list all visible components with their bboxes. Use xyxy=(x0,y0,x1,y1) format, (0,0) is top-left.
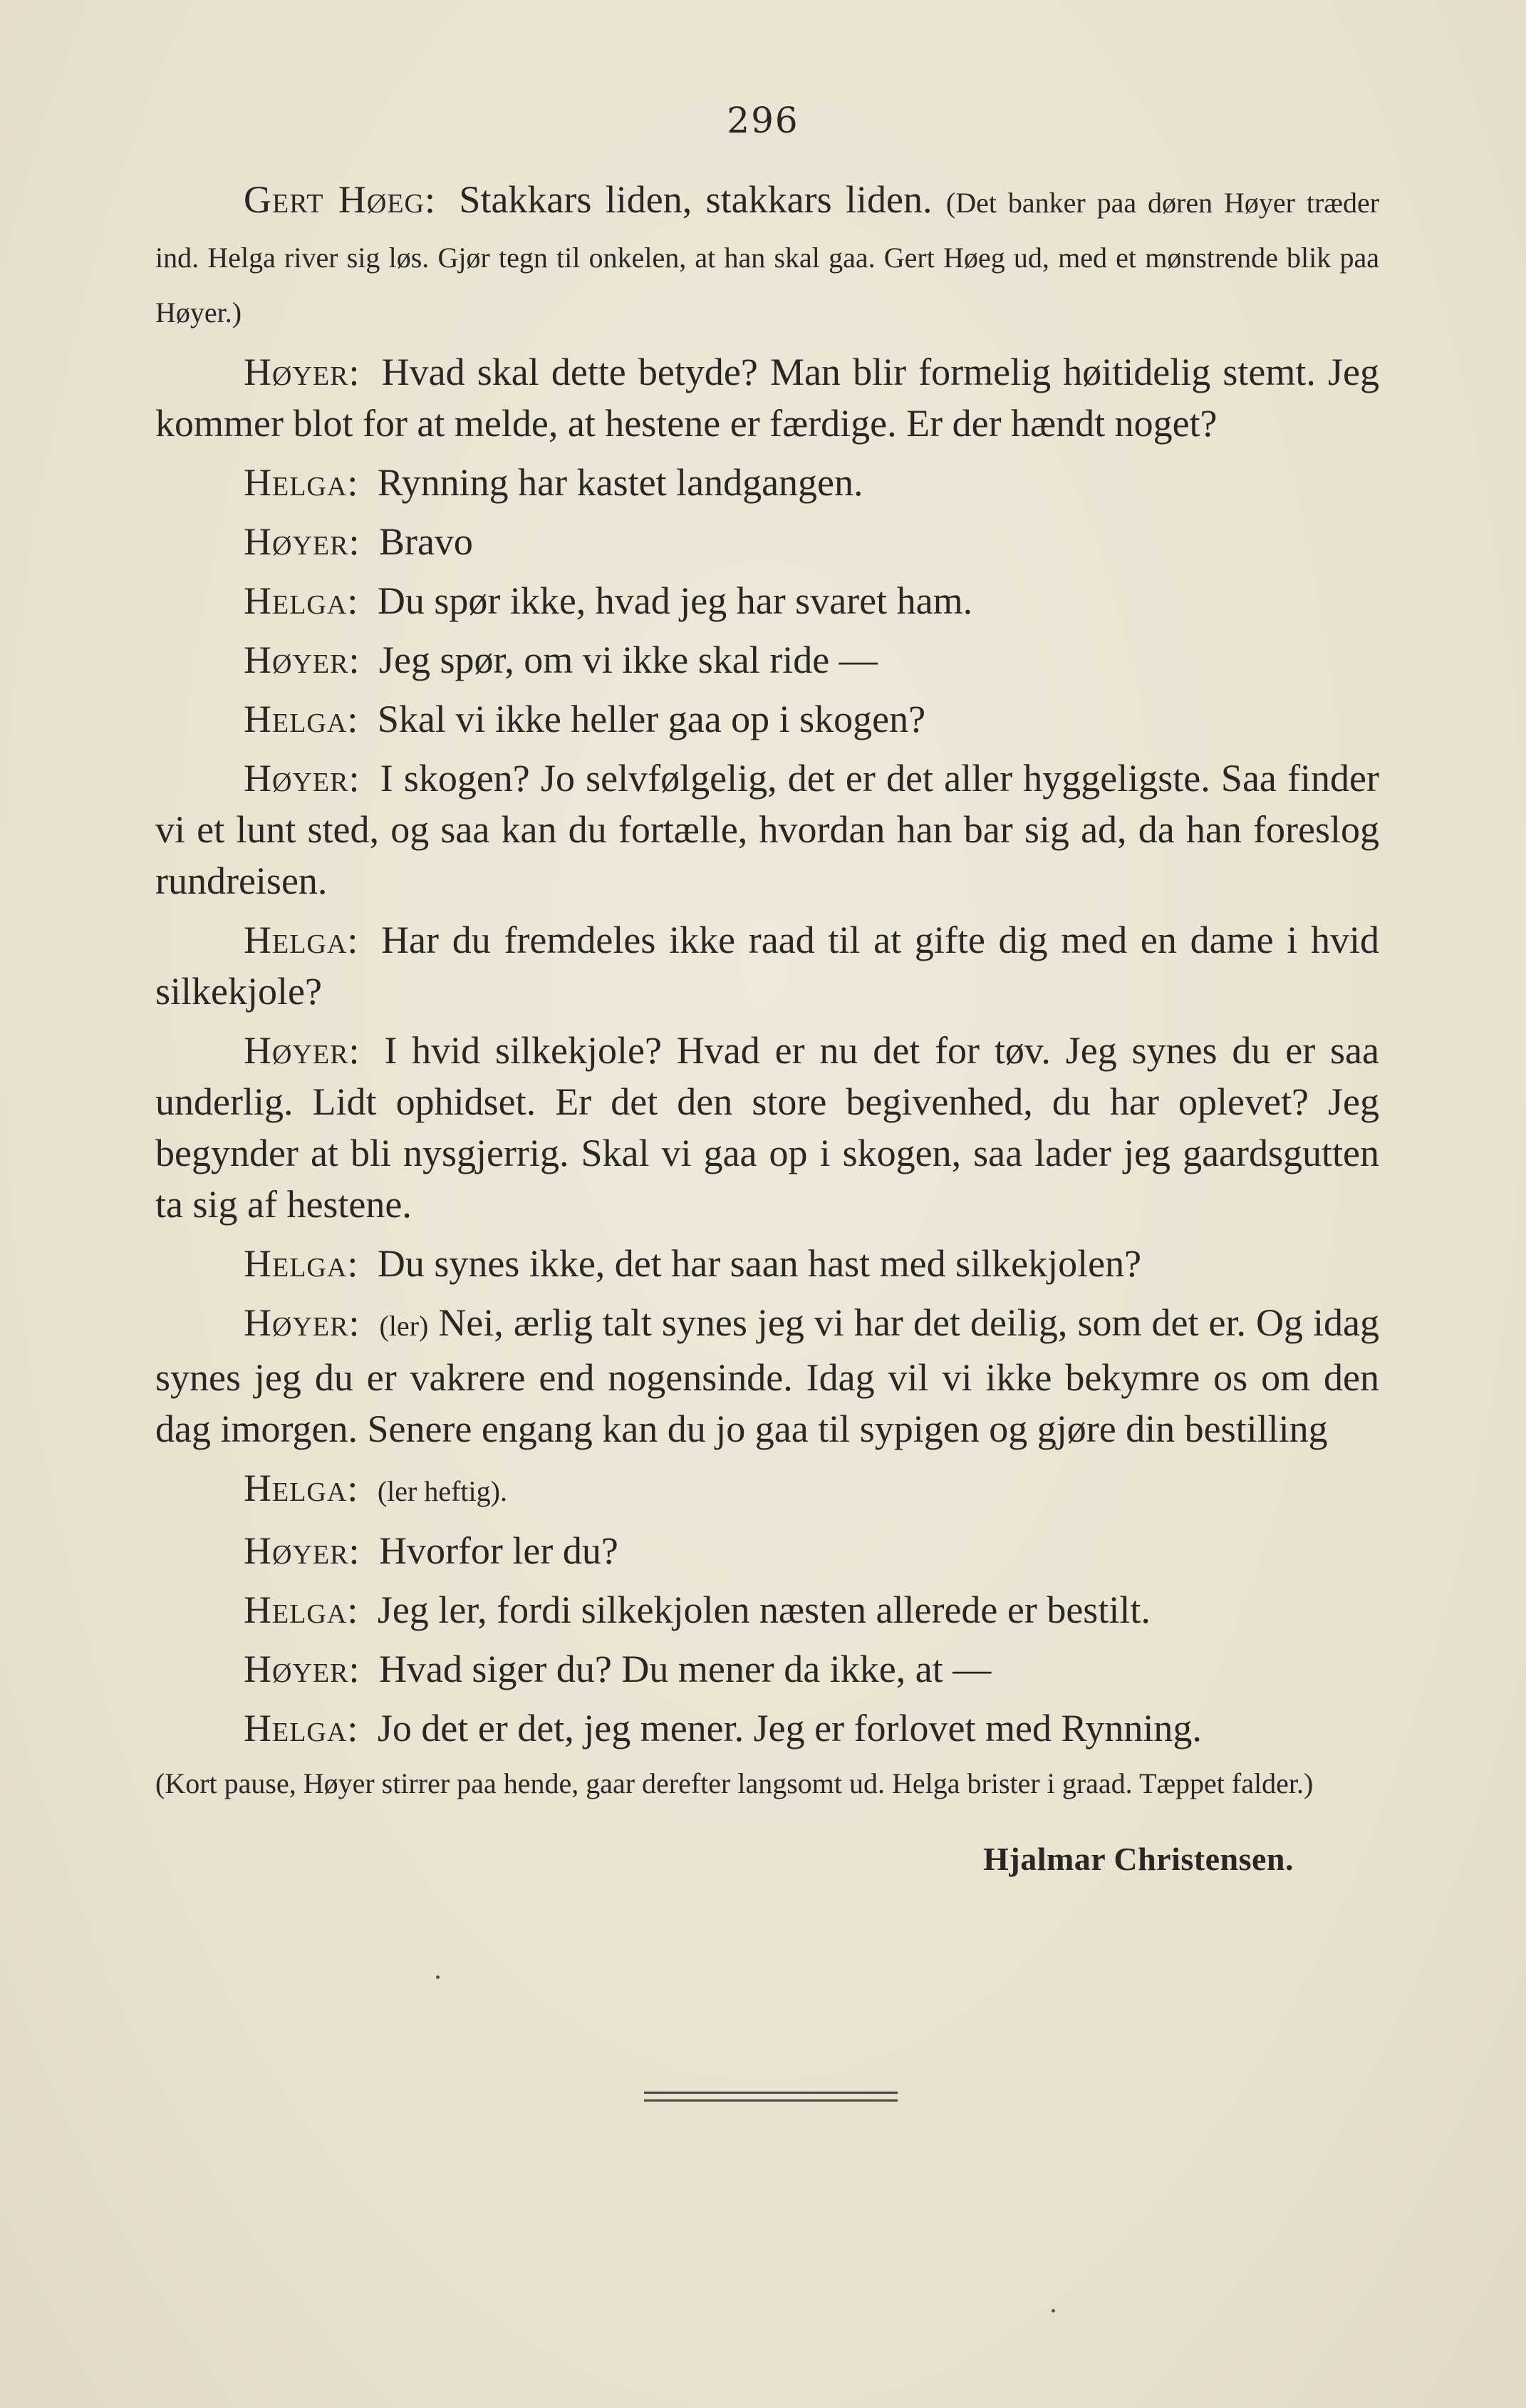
print-speck xyxy=(1052,2309,1055,2313)
dialog-line: Nei, ærlig talt synes jeg vi har det deilig, som det er. Og idag synes jeg du er vakrere end nogensinde. Idag vil vi ikke bekymre os om den dag imorgen. Senere engang kan du jo gaa til sypigen og gjøre din bestilling xyxy=(155,1301,1379,1450)
dialog-line: Jeg ler, fordi silkekjolen næsten allerede er bestilt. xyxy=(377,1588,1151,1631)
dialog-paragraph: Høyer: I hvid silkekjole? Hvad er nu det for tøv. Jeg synes du er saa underlig. Lidt ophidset. Er det den store begivenhed, du har oplevet? Jeg begynder at bli nysgjerrig. Skal vi gaa op i skogen, saa lader jeg gaardsgutten ta sig af hestene. xyxy=(155,1029,1379,1226)
dialog-paragraph: Høyer: (ler) Nei, ærlig talt synes jeg vi har det deilig, som det er. Og idag synes jeg du er vakrere end nogensinde. Idag vil vi ikke bekymre os om den dag imorgen. Senere engang kan du jo gaa til sypigen og gjøre din bestilling xyxy=(155,1301,1379,1450)
dialog-paragraph: Helga: Du spør ikke, hvad jeg har svaret ham. xyxy=(244,579,973,622)
speaker-name: Høyer xyxy=(244,757,349,800)
dialog-line: I hvid silkekjole? Hvad er nu det for tøv. Jeg synes du er saa underlig. Lidt ophidset. Er det den store begivenhed, du har oplevet? Jeg begynder at bli nysgjerrig. Skal vi gaa op i skogen, saa lader jeg gaardsgutten ta sig af hestene. xyxy=(155,1029,1379,1226)
speaker-name: Helga xyxy=(244,698,348,740)
dialog-line: I skogen? Jo selvfølgelig, det er det aller hyggeligste. Saa finder vi et lunt sted, og saa kan du fortælle, hvordan han bar sig ad, da han foreslog rundreisen. xyxy=(155,757,1380,902)
dialog-line: Du synes ikke, det har saan hast med silkekjolen? xyxy=(377,1242,1142,1285)
dialog-line: Hvorfor ler du? xyxy=(378,1529,618,1572)
print-speck xyxy=(436,1975,440,1979)
author-signature: Hjalmar Christensen. xyxy=(983,1841,1294,1877)
stage-direction: (ler) xyxy=(379,1310,429,1342)
end-rule xyxy=(644,2099,898,2102)
speaker-name: Høyer xyxy=(244,639,349,681)
dialog-line: Jo det er det, jeg mener. Jeg er forlovet med Rynning. xyxy=(377,1707,1202,1750)
dialog-paragraph: Gert Høeg: Stakkars liden, stakkars liden. (Det banker paa døren Høyer træder ind. Helga river sig løs. Gjør tegn til onkelen, at han skal gaa. Gert Høeg ud, med et mønstrende blik paa Høyer.) xyxy=(155,178,1380,329)
dialog-paragraph: Høyer: Hvad skal dette betyde? Man blir formelig høitidelig stemt. Jeg kommer blot for at melde, at hestene er færdige. Er der hændt noget? xyxy=(155,351,1379,445)
dialog-paragraph: Høyer: Hvorfor ler du? xyxy=(244,1529,618,1572)
speaker-name: Høyer xyxy=(244,1529,349,1572)
speaker-name: Helga xyxy=(244,919,348,961)
dialog-paragraph: Helga: Har du fremdeles ikke raad til at gifte dig med en dame i hvid silkekjole? xyxy=(155,919,1380,1013)
speaker-name: Høyer xyxy=(244,520,349,563)
play-text xyxy=(155,174,1379,1878)
page-number: 296 xyxy=(727,100,799,141)
speaker-name: Høyer xyxy=(244,1029,349,1072)
speaker-name: Helga xyxy=(244,1242,348,1285)
speaker-name: Høyer xyxy=(244,1648,349,1690)
speaker-name: Helga xyxy=(244,461,348,504)
dialog-paragraph: Høyer: Bravo xyxy=(244,520,473,563)
dialog-line: Bravo xyxy=(378,520,473,563)
dialog-paragraph: Helga: Rynning har kastet landgangen. xyxy=(244,461,863,504)
stage-direction: (ler heftig). xyxy=(377,1475,507,1507)
speaker-name: Helga xyxy=(244,1707,348,1750)
dialog-paragraph: Helga: (ler heftig). xyxy=(244,1467,507,1509)
dialog-line: Hvad skal dette betyde? Man blir formelig høitidelig stemt. Jeg kommer blot for at melde, at hestene er færdige. Er der hændt noget? xyxy=(155,351,1379,445)
speaker-name: Høyer xyxy=(244,351,349,393)
dialog-paragraph: Helga: Du synes ikke, det har saan hast med silkekjolen? xyxy=(244,1242,1142,1285)
dialog-paragraph: Høyer: Hvad siger du? Du mener da ikke, at — xyxy=(244,1648,992,1690)
speaker-name: Helga xyxy=(244,579,348,622)
dialog-line: Rynning har kastet landgangen. xyxy=(377,461,863,504)
closing-stage-direction: (Kort pause, Høyer stirrer paa hende, gaar derefter langsomt ud. Helga brister i graad. Tæppet falder.) xyxy=(155,1767,1314,1799)
dialog-line: Jeg spør, om vi ikke skal ride — xyxy=(378,639,878,681)
dialog-line: Stakkars liden, stakkars liden. xyxy=(459,178,933,221)
end-rule xyxy=(644,2092,898,2094)
speaker-name: Høyer xyxy=(244,1301,349,1344)
dialog-paragraph: Helga: Skal vi ikke heller gaa op i skogen? xyxy=(244,698,926,740)
speaker-name: Gert Høeg xyxy=(244,178,425,221)
dialog-paragraph: Helga: Jeg ler, fordi silkekjolen næsten allerede er bestilt. xyxy=(244,1588,1151,1631)
dialog-paragraph: Høyer: Jeg spør, om vi ikke skal ride — xyxy=(244,639,878,681)
speaker-name: Helga xyxy=(244,1467,348,1509)
dialog-paragraph: Helga: Jo det er det, jeg mener. Jeg er forlovet med Rynning. xyxy=(244,1707,1202,1750)
dialog-paragraph: Høyer: I skogen? Jo selvfølgelig, det er det aller hyggeligste. Saa finder vi et lunt sted, og saa kan du fortælle, hvordan han bar sig ad, da han foreslog rundreisen. xyxy=(155,757,1380,902)
dialog-line: Har du fremdeles ikke raad til at gifte dig med en dame i hvid silkekjole? xyxy=(155,919,1380,1013)
dialog-line: Du spør ikke, hvad jeg har svaret ham. xyxy=(377,579,973,622)
dialog-line: Hvad siger du? Du mener da ikke, at — xyxy=(378,1648,992,1690)
speaker-name: Helga xyxy=(244,1588,348,1631)
dialog-line: Skal vi ikke heller gaa op i skogen? xyxy=(377,698,926,740)
stage-direction: (Det banker paa døren Høyer træder ind. Helga river sig løs. Gjør tegn til onkelen, at han skal gaa. Gert Høeg ud, med et mønstrende blik paa Høyer.) xyxy=(155,187,1380,329)
